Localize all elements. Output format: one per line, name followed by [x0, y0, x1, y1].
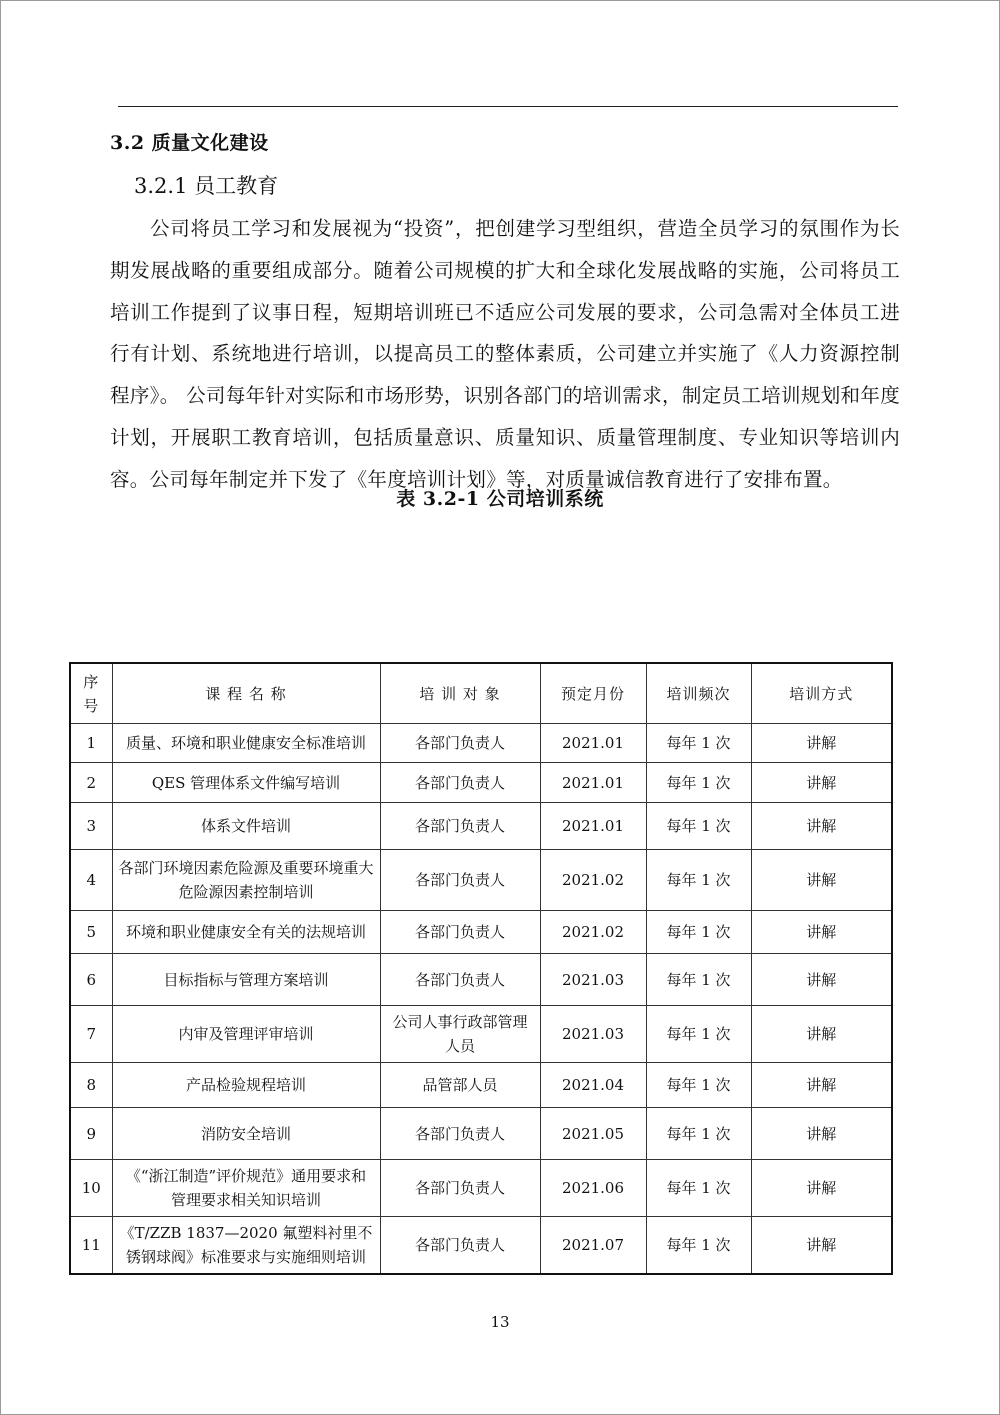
- cell-target: 公司人事行政部管理人员: [380, 1006, 540, 1063]
- cell-frequency: 每年 1 次: [646, 1108, 751, 1160]
- subsection-heading: 3.2.1 员工教育: [134, 174, 279, 198]
- table-row: [70, 911, 892, 954]
- cell-index: 1: [70, 724, 112, 763]
- cell-index: 3: [70, 803, 112, 850]
- cell-target: 各部门负责人: [380, 724, 540, 763]
- section-heading: 3.2 质量文化建设: [110, 132, 269, 154]
- cell-month: 2021.04: [540, 1063, 646, 1108]
- cell-index: 5: [70, 911, 112, 954]
- cell-target: 各部门负责人: [380, 803, 540, 850]
- cell-month: 2021.07: [540, 1217, 646, 1274]
- table-header-row: [70, 663, 892, 724]
- cell-method: 讲解: [751, 763, 892, 803]
- cell-method: 讲解: [751, 1006, 892, 1063]
- cell-target: 各部门负责人: [380, 1217, 540, 1274]
- col-header-course: 课 程 名 称: [112, 663, 380, 724]
- table-row: [70, 1160, 892, 1217]
- cell-index: 4: [70, 850, 112, 911]
- table-row: [70, 954, 892, 1006]
- cell-frequency: 每年 1 次: [646, 954, 751, 1006]
- cell-target: 各部门负责人: [380, 1160, 540, 1217]
- paragraph: 公司将员工学习和发展视为“投资”，把创建学习型组织，营造全员学习的氛围作为长期发展战略的重要组成部分。随着公司规模的扩大和全球化发展战略的实施，公司将员工培训工作提到了议事日程，短期培训班已不适应公司发展的要求，公司急需对全体员工进行有计划、系统地进行培训，以提高员工的整体素质，公司建立并实施了《人力资源控制程序》。 公司每年针对实际和市场形势，识别各部门的培训需求，制定员工培训规划和年度计划，开展职工教育培训，包括质量意识、质量知识、质量管理制度、专业知识等培训内容。公司每年制定并下发了《年度培训计划》等，对质量诚信教育进行了安排布置。: [110, 217, 900, 491]
- cell-course: 各部门环境因素危险源及重要环境重大危险源因素控制培训: [112, 850, 380, 911]
- table-row: [70, 803, 892, 850]
- cell-frequency: 每年 1 次: [646, 763, 751, 803]
- cell-month: 2021.06: [540, 1160, 646, 1217]
- cell-index: 9: [70, 1108, 112, 1160]
- cell-month: 2021.03: [540, 1006, 646, 1063]
- cell-course: 产品检验规程培训: [112, 1063, 380, 1108]
- cell-frequency: 每年 1 次: [646, 1217, 751, 1274]
- col-header-target: 培 训 对 象: [380, 663, 540, 724]
- cell-index: 11: [70, 1217, 112, 1274]
- table-row: [70, 763, 892, 803]
- cell-target: 各部门负责人: [380, 954, 540, 1006]
- cell-target: 各部门负责人: [380, 1108, 540, 1160]
- cell-month: 2021.02: [540, 850, 646, 911]
- cell-target: 品管部人员: [380, 1063, 540, 1108]
- cell-course: 内审及管理评审培训: [112, 1006, 380, 1063]
- body-text: [110, 208, 900, 501]
- cell-method: 讲解: [751, 911, 892, 954]
- cell-frequency: 每年 1 次: [646, 911, 751, 954]
- cell-index: 6: [70, 954, 112, 1006]
- cell-method: 讲解: [751, 803, 892, 850]
- cell-frequency: 每年 1 次: [646, 724, 751, 763]
- cell-course: 《“浙江制造”评价规范》通用要求和管理要求相关知识培训: [112, 1160, 380, 1217]
- table-caption: 表 3.2-1 公司培训系统: [396, 488, 604, 510]
- cell-month: 2021.01: [540, 724, 646, 763]
- cell-index: 8: [70, 1063, 112, 1108]
- cell-index: 10: [70, 1160, 112, 1217]
- cell-course: 环境和职业健康安全有关的法规培训: [112, 911, 380, 954]
- cell-month: 2021.01: [540, 763, 646, 803]
- table-row: [70, 1108, 892, 1160]
- cell-target: 各部门负责人: [380, 911, 540, 954]
- col-header-method: 培训方式: [751, 663, 892, 724]
- cell-course: 目标指标与管理方案培训: [112, 954, 380, 1006]
- cell-course: 体系文件培训: [112, 803, 380, 850]
- col-header-index: 序号: [70, 663, 112, 724]
- cell-course: 消防安全培训: [112, 1108, 380, 1160]
- cell-month: 2021.05: [540, 1108, 646, 1160]
- table-row: [70, 1217, 892, 1274]
- table-row: [70, 724, 892, 763]
- col-header-month: 预定月份: [540, 663, 646, 724]
- col-header-frequency: 培训频次: [646, 663, 751, 724]
- cell-course: 质量、环境和职业健康安全标准培训: [112, 724, 380, 763]
- cell-target: 各部门负责人: [380, 850, 540, 911]
- header-rule: [118, 106, 898, 107]
- training-table: [69, 662, 893, 1275]
- cell-method: 讲解: [751, 724, 892, 763]
- cell-index: 2: [70, 763, 112, 803]
- cell-method: 讲解: [751, 1160, 892, 1217]
- page-number: 13: [490, 1313, 510, 1331]
- cell-course: 《T/ZZB 1837—2020 氟塑料衬里不锈钢球阀》标准要求与实施细则培训: [112, 1217, 380, 1274]
- table-row: [70, 850, 892, 911]
- cell-month: 2021.01: [540, 803, 646, 850]
- cell-frequency: 每年 1 次: [646, 1006, 751, 1063]
- table-row: [70, 1006, 892, 1063]
- cell-frequency: 每年 1 次: [646, 803, 751, 850]
- cell-method: 讲解: [751, 1217, 892, 1274]
- cell-method: 讲解: [751, 954, 892, 1006]
- cell-method: 讲解: [751, 1063, 892, 1108]
- cell-frequency: 每年 1 次: [646, 1063, 751, 1108]
- cell-month: 2021.03: [540, 954, 646, 1006]
- cell-frequency: 每年 1 次: [646, 1160, 751, 1217]
- table-row: [70, 1063, 892, 1108]
- cell-method: 讲解: [751, 1108, 892, 1160]
- cell-target: 各部门负责人: [380, 763, 540, 803]
- cell-month: 2021.02: [540, 911, 646, 954]
- cell-method: 讲解: [751, 850, 892, 911]
- cell-index: 7: [70, 1006, 112, 1063]
- cell-frequency: 每年 1 次: [646, 850, 751, 911]
- cell-course: QES 管理体系文件编写培训: [112, 763, 380, 803]
